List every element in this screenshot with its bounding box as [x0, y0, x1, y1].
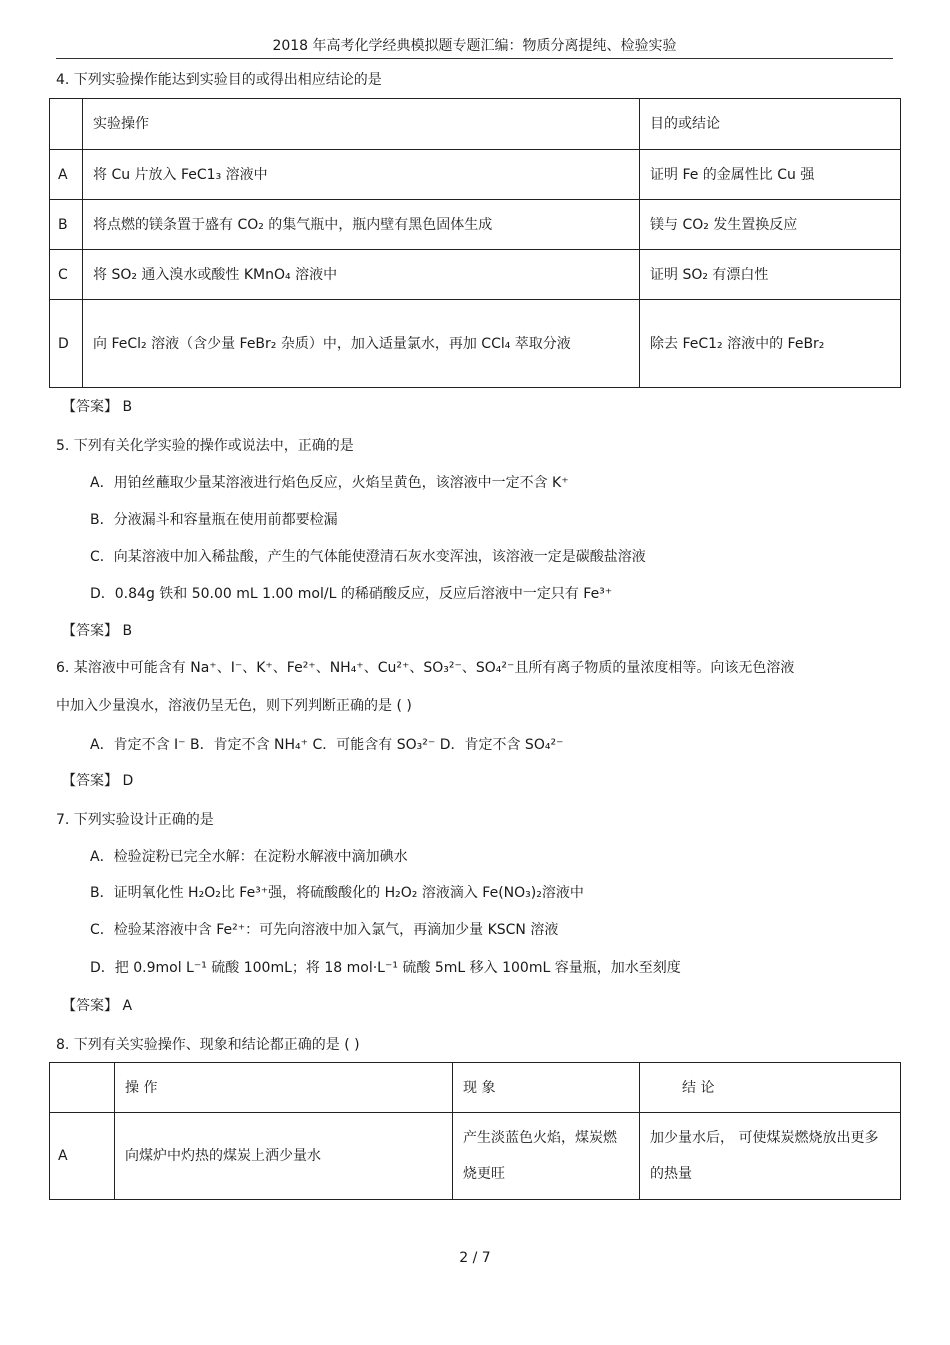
q8-header-phen: 现 象 — [453, 1063, 640, 1113]
row-label: C — [50, 250, 83, 300]
q6-options: A．肯定不含 I⁻ B．肯定不含 NH₄⁺ C．可能含有 SO₃²⁻ D．肯定不含 SO₄²⁻ — [90, 737, 564, 753]
row-operation: 将点燃的镁条置于盛有 CO₂ 的集气瓶中，瓶内壁有黑色固体生成 — [83, 200, 640, 250]
q5-option-c: C．向某溶液中加入稀盐酸，产生的气体能使澄清石灰水变浑浊，该溶液一定是碳酸盐溶液 — [90, 549, 646, 565]
row-label: A — [50, 150, 83, 200]
q6-stem-line2: 中加入少量溴水，溶液仍呈无色，则下列判断正确的是 ( ) — [56, 698, 412, 714]
table-row — [50, 300, 901, 388]
row-conclusion: 加少量水后， 可使煤炭燃烧放出更多的热量 — [640, 1113, 901, 1200]
q7-stem: 7. 下列实验设计正确的是 — [56, 812, 214, 828]
q7-option-c: C．检验某溶液中含 Fe²⁺：可先向溶液中加入氯气，再滴加少量 KSCN 溶液 — [90, 922, 559, 938]
row-conclusion: 镁与 CO₂ 发生置换反应 — [640, 200, 901, 250]
row-operation: 向 FeCl₂ 溶液（含少量 FeBr₂ 杂质）中，加入适量氯水，再加 CCl₄ 萃取分液 — [83, 300, 640, 388]
row-conclusion: 除去 FeC1₂ 溶液中的 FeBr₂ — [640, 300, 901, 388]
q8-header-op: 操 作 — [115, 1063, 453, 1113]
q4-table-header-row — [50, 99, 901, 150]
q4-header-conc: 目的或结论 — [640, 99, 901, 150]
row-conclusion: 证明 Fe 的金属性比 Cu 强 — [640, 150, 901, 200]
row-conclusion: 证明 SO₂ 有漂白性 — [640, 250, 901, 300]
table-row — [50, 150, 901, 200]
q7-option-b: B．证明氧化性 H₂O₂比 Fe³⁺强，将硫酸酸化的 H₂O₂ 溶液滴入 Fe(NO₃)₂溶液中 — [90, 885, 584, 901]
q5-option-d: D．0.84g 铁和 50.00 mL 1.00 mol/L 的稀硝酸反应，反应后溶液中一定只有 Fe³⁺ — [90, 586, 613, 602]
q5-stem: 5. 下列有关化学实验的操作或说法中，正确的是 — [56, 438, 354, 454]
q4-answer: 【答案】 B — [62, 399, 133, 415]
q8-table — [49, 1062, 901, 1200]
q5-option-a: A．用铂丝蘸取少量某溶液进行焰色反应，火焰呈黄色，该溶液中一定不含 K⁺ — [90, 475, 569, 491]
q7-option-d: D．把 0.9mol L⁻¹ 硫酸 100mL；将 18 mol·L⁻¹ 硫酸 5mL 移入 100mL 容量瓶，加水至刻度 — [90, 960, 681, 976]
q4-header-op: 实验操作 — [83, 99, 640, 150]
q5-option-b: B．分液漏斗和容量瓶在使用前都要检漏 — [90, 512, 338, 528]
q6-answer: 【答案】 D — [62, 773, 134, 789]
table-row — [50, 200, 901, 250]
q5-answer: 【答案】 B — [62, 623, 133, 639]
row-operation: 向煤炉中灼热的煤炭上洒少量水 — [115, 1113, 453, 1200]
row-label: B — [50, 200, 83, 250]
page-number: 2 / 7 — [459, 1250, 491, 1266]
page-header: 2018 年高考化学经典模拟题专题汇编：物质分离提纯、检验实验 — [56, 37, 893, 59]
row-operation: 将 SO₂ 通入溴水或酸性 KMnO₄ 溶液中 — [83, 250, 640, 300]
q7-answer: 【答案】 A — [62, 998, 133, 1014]
q7-option-a: A．检验淀粉已完全水解：在淀粉水解液中滴加碘水 — [90, 849, 408, 865]
q8-stem: 8. 下列有关实验操作、现象和结论都正确的是 ( ) — [56, 1037, 360, 1053]
q8-header-conc: 结 论 — [640, 1063, 901, 1113]
row-phenomenon: 产生淡蓝色火焰，煤炭燃烧更旺 — [453, 1113, 640, 1200]
row-operation: 将 Cu 片放入 FeC1₃ 溶液中 — [83, 150, 640, 200]
q4-stem: 4. 下列实验操作能达到实验目的或得出相应结论的是 — [56, 72, 382, 88]
row-label: A — [50, 1113, 115, 1200]
table-row — [50, 250, 901, 300]
q6-stem-line1: 6. 某溶液中可能含有 Na⁺、I⁻、K⁺、Fe²⁺、NH₄⁺、Cu²⁺、SO₃²⁻、SO₄²⁻且所有离子物质的量浓度相等。向该无色溶液 — [56, 660, 795, 676]
table-row — [50, 1113, 901, 1200]
row-label: D — [50, 300, 83, 388]
q8-header-label — [50, 1063, 115, 1113]
q8-table-header-row — [50, 1063, 901, 1113]
q4-table — [49, 98, 901, 388]
q4-header-label — [50, 99, 83, 150]
